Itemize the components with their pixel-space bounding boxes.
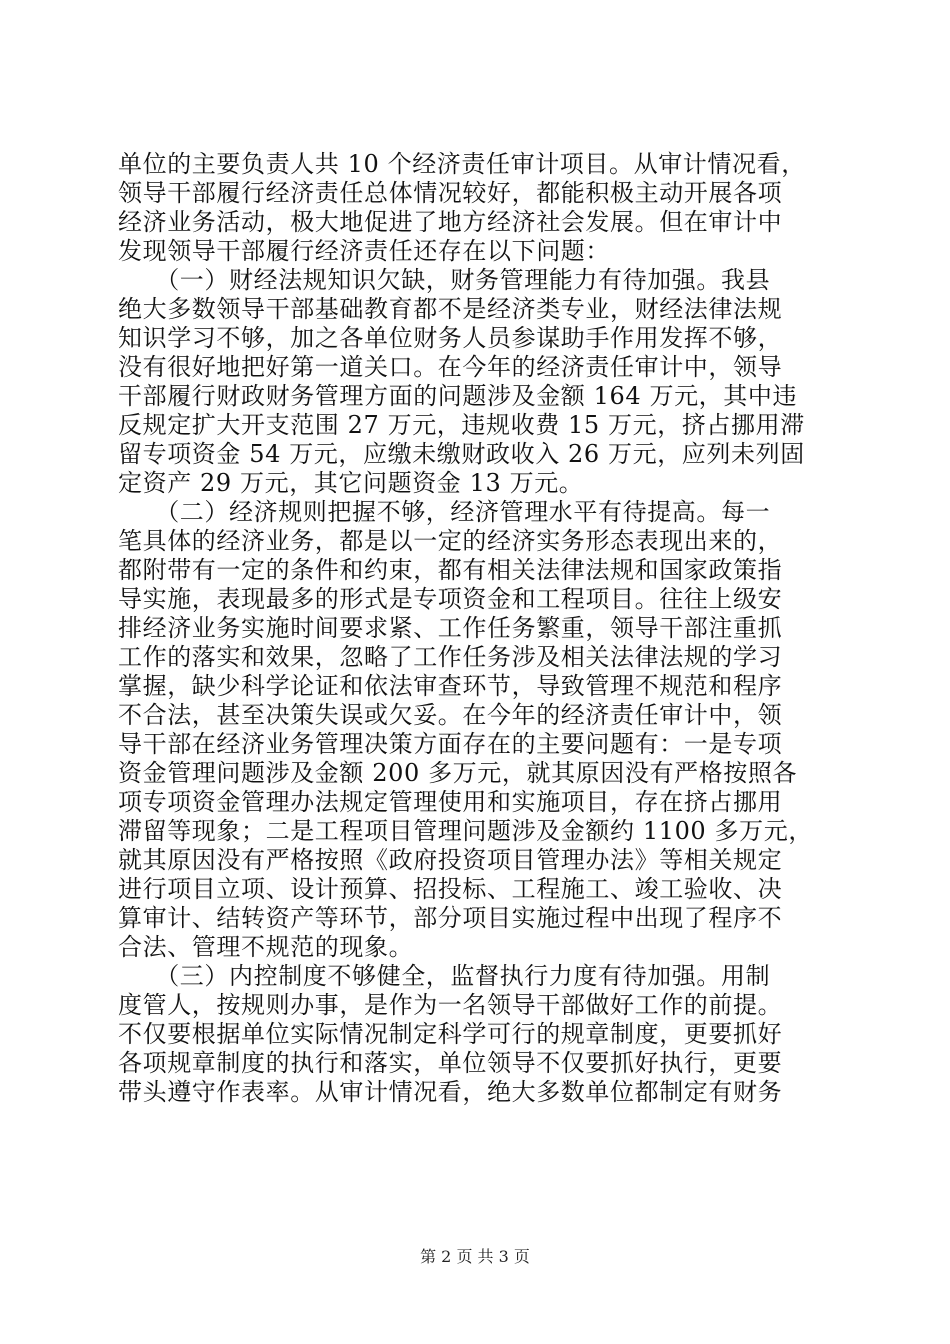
text-line: 发现领导干部履行经济责任还存在以下问题： [118,237,610,265]
text-line: 干部履行财政财务管理方面的问题涉及金额 164 万元，其中违 [118,382,798,410]
text-line: 滞留等现象；二是工程项目管理问题涉及金额约 1100 多万元， [118,817,813,845]
text-line: 定资产 29 万元，其它问题资金 13 万元。 [118,469,584,497]
text-line: （三）内控制度不够健全，监督执行力度有待加强。用制 [118,962,771,990]
text-line: 留专项资金 54 万元，应缴未缴财政收入 26 万元，应列未列固 [118,440,805,468]
text-line: 掌握，缺少科学论证和依法审查环节，导致管理不规范和程序 [118,672,783,700]
text-line: 绝大多数领导干部基础教育都不是经济类专业，财经法律法规 [118,295,783,323]
text-line: 各项规章制度的执行和落实，单位领导不仅要抓好执行，更要 [118,1049,783,1077]
text-line: 资金管理问题涉及金额 200 多万元，就其原因没有严格按照各 [118,759,798,787]
text-line: 导实施，表现最多的形式是专项资金和工程项目。往往上级安 [118,585,783,613]
document-body [118,150,832,1107]
text-line: 就其原因没有严格按照《政府投资项目管理办法》等相关规定 [118,846,783,874]
text-line: 度管人，按规则办事，是作为一名领导干部做好工作的前提。 [118,991,783,1019]
text-line: 项专项资金管理办法规定管理使用和实施项目，存在挤占挪用 [118,788,783,816]
text-line: 工作的落实和效果，忽略了工作任务涉及相关法律法规的学习 [118,643,783,671]
text-line: 不仅要根据单位实际情况制定科学可行的规章制度，更要抓好 [118,1020,783,1048]
text-line: 单位的主要负责人共 10 个经济责任审计项目。从审计情况看， [118,150,806,178]
text-line: 经济业务活动，极大地促进了地方经济社会发展。但在审计中 [118,208,783,236]
text-line: 知识学习不够，加之各单位财务人员参谋助手作用发挥不够， [118,324,783,352]
text-line: （一）财经法规知识欠缺，财务管理能力有待加强。我县 [118,266,771,294]
text-line: 带头遵守作表率。从审计情况看，绝大多数单位都制定有财务 [118,1078,783,1106]
text-line: 导干部在经济业务管理决策方面存在的主要问题有：一是专项 [118,730,783,758]
page-footer: 第 2 页 共 3 页 [420,1247,530,1266]
text-line: 进行项目立项、设计预算、招投标、工程施工、竣工验收、决 [118,875,783,903]
text-line: 合法、管理不规范的现象。 [118,933,414,961]
text-line: 笔具体的经济业务，都是以一定的经济实务形态表现出来的， [118,527,783,555]
text-line: 排经济业务实施时间要求紧、工作任务繁重，领导干部注重抓 [118,614,783,642]
text-line: 都附带有一定的条件和约束，都有相关法律法规和国家政策指 [118,556,783,584]
text-line: 反规定扩大开支范围 27 万元，违规收费 15 万元，挤占挪用滞 [118,411,805,439]
text-line: 不合法，甚至决策失误或欠妥。在今年的经济责任审计中，领 [118,701,783,729]
text-line: 算审计、结转资产等环节，部分项目实施过程中出现了程序不 [118,904,783,932]
text-line: 领导干部履行经济责任总体情况较好，都能积极主动开展各项 [118,179,783,207]
text-line: 没有很好地把好第一道关口。在今年的经济责任审计中，领导 [118,353,783,381]
text-line: （二）经济规则把握不够，经济管理水平有待提高。每一 [118,498,771,526]
